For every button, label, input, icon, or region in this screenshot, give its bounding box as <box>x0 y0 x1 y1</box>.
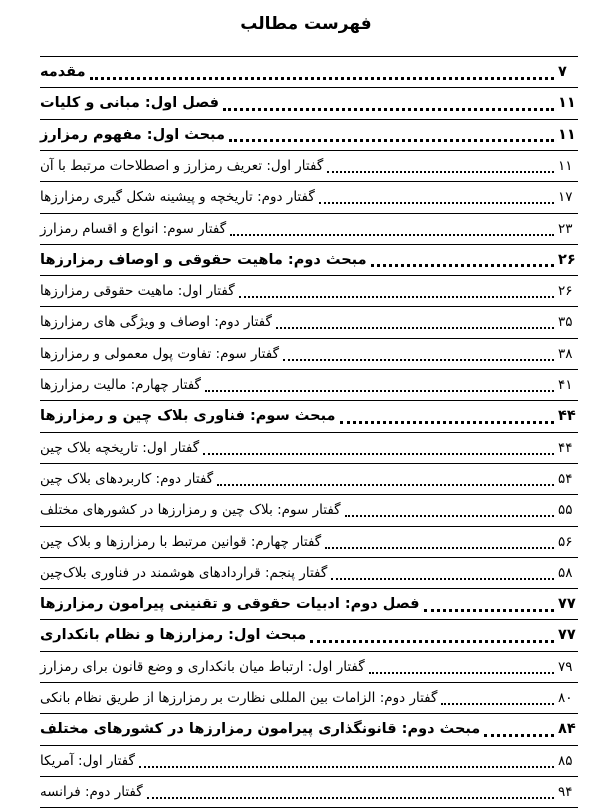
dot-leader <box>319 202 554 204</box>
toc-entry-label: گفتار چهارم: قوانین مرتبط با رمزارزها و بلاک چین <box>40 533 322 550</box>
toc-entry[interactable] <box>40 747 578 775</box>
toc-entry-page-number: ۵۵ <box>558 502 573 519</box>
toc-entry[interactable] <box>40 465 578 493</box>
row-divider <box>40 432 578 433</box>
toc-heading-entry[interactable] <box>40 121 578 149</box>
dot-leader <box>369 672 554 674</box>
row-divider <box>40 588 578 589</box>
toc-entry-page-number: ۸۵ <box>558 752 573 769</box>
toc-entry[interactable] <box>40 152 578 180</box>
toc-entry[interactable] <box>40 684 578 712</box>
toc-entry-page-number: ۵۶ <box>558 533 573 550</box>
row-divider <box>40 713 578 714</box>
dot-leader <box>205 390 554 392</box>
toc-entry-label: گفتار اول: ماهیت حقوقی رمزارزها <box>40 283 235 300</box>
row-divider <box>40 275 578 276</box>
row-divider <box>40 119 578 120</box>
toc-entry-label: مبحث اول: مفهوم رمزارز <box>40 126 225 143</box>
toc-entry[interactable] <box>40 653 578 681</box>
row-divider <box>40 745 578 746</box>
toc-entry[interactable] <box>40 277 578 305</box>
row-divider <box>40 776 578 777</box>
toc-entry-label: گفتار چهارم: مالیت رمزارزها <box>40 377 201 393</box>
row-divider <box>40 150 578 151</box>
row-divider <box>40 619 578 620</box>
toc-entry-label: گفتار دوم: فرانسه <box>40 783 143 800</box>
dot-leader <box>230 234 554 236</box>
toc-entry-label: گفتار اول: آمریکا <box>40 752 135 769</box>
toc-heading-entry[interactable] <box>40 58 578 86</box>
row-divider <box>40 56 578 57</box>
toc-entry-page-number: ۴۴ <box>558 439 573 456</box>
row-divider <box>40 244 578 245</box>
toc-heading-entry[interactable] <box>40 715 578 743</box>
toc-entry-label: گفتار اول: تاریخچه بلاک چین <box>40 439 200 456</box>
toc-entry-label: فصل دوم: ادبیات حقوقی و تقنینی پیرامون رمزارزها <box>40 596 420 613</box>
toc-entry[interactable] <box>40 434 578 462</box>
toc-entry-page-number: ۴۱ <box>558 377 573 393</box>
row-divider <box>40 526 578 527</box>
row-divider <box>40 494 578 495</box>
toc-entry[interactable] <box>40 308 578 336</box>
dot-leader <box>331 578 554 580</box>
toc-entry-label: مبحث سوم: فناوری بلاک چین و رمزارزها <box>40 408 336 425</box>
toc-entry-label: گفتار اول: تعریف رمزارز و اصطلاحات مرتبط با آن <box>40 157 324 174</box>
toc-entry-page-number: ۲۶ <box>558 251 576 268</box>
toc-heading-entry[interactable] <box>40 621 578 649</box>
toc-entry-page-number: ۲۶ <box>558 283 573 300</box>
dot-leader <box>276 327 554 329</box>
toc-entry-label: مقدمه <box>40 64 86 80</box>
dot-leader <box>441 703 554 705</box>
toc-entry-label: مبحث اول: رمزارزها و نظام بانکداری <box>40 627 307 644</box>
dot-leader <box>340 421 554 424</box>
toc-entry-page-number: ۸۰ <box>558 690 573 706</box>
toc-entry-label: مبحث دوم: قانونگذاری پیرامون رمزارزها در کشورهای مختلف <box>40 721 481 738</box>
dot-leader <box>327 171 554 173</box>
dot-leader <box>345 515 554 517</box>
toc-entry[interactable] <box>40 778 578 806</box>
toc-entry-label: گفتار پنجم: قراردادهای هوشمند در فناوری بلاک‌چین <box>40 564 328 581</box>
row-divider <box>40 338 578 339</box>
toc-heading-entry[interactable] <box>40 246 578 274</box>
row-divider <box>40 682 578 683</box>
toc-entry[interactable] <box>40 340 578 368</box>
row-divider <box>40 87 578 88</box>
dot-leader <box>424 609 555 612</box>
toc-heading-entry[interactable] <box>40 402 578 430</box>
dot-leader <box>325 547 554 549</box>
row-divider <box>40 651 578 652</box>
toc-heading-entry[interactable] <box>40 89 578 117</box>
toc-entry-page-number: ۵۴ <box>558 470 573 487</box>
dot-leader <box>223 108 554 111</box>
dot-leader <box>229 139 554 142</box>
toc-entry[interactable] <box>40 371 578 399</box>
toc-entry-label: فصل اول: مبانی و کلیات <box>40 95 220 112</box>
toc-entry-page-number: ۵۸ <box>558 564 573 581</box>
dot-leader <box>239 296 554 298</box>
page-title: فهرست مطالب <box>240 14 372 34</box>
toc-entry-page-number: ۳۸ <box>558 345 573 362</box>
toc-entry[interactable] <box>40 496 578 524</box>
dot-leader <box>310 640 554 643</box>
toc-entry-page-number: ۱۱ <box>558 126 576 143</box>
toc-entry[interactable] <box>40 215 578 243</box>
toc-entry-page-number: ۳۵ <box>558 314 573 331</box>
toc-entry[interactable] <box>40 183 578 211</box>
toc-entry-page-number: ۴۴ <box>558 408 576 425</box>
toc-entry-label: گفتار دوم: اوصاف و ویژگی های رمزارزها <box>40 314 272 331</box>
toc-entry-page-number: ۷۷ <box>558 596 576 613</box>
dot-leader <box>484 734 554 737</box>
toc-entry-page-number: ۱۷ <box>558 189 573 206</box>
dot-leader <box>90 77 554 80</box>
toc-heading-entry[interactable] <box>40 590 578 618</box>
row-divider <box>40 400 578 401</box>
toc-entry-label: گفتار دوم: تاریخچه و پیشینه شکل گیری رمزارزها <box>40 189 315 206</box>
toc-entry-label: گفتار سوم: بلاک چین و رمزارزها در کشورهای مختلف <box>40 502 341 519</box>
row-divider <box>40 213 578 214</box>
dot-leader <box>217 484 554 486</box>
toc-entry-page-number: ۱۱ <box>558 157 573 174</box>
dot-leader <box>203 453 554 455</box>
row-divider <box>40 557 578 558</box>
toc-entry-label: گفتار سوم: تفاوت پول معمولی و رمزارزها <box>40 345 279 362</box>
toc-entry-page-number: ۷۹ <box>558 658 573 675</box>
toc-entry-label: گفتار اول: ارتباط میان بانکداری و وضع قانون برای رمزارز <box>40 658 365 675</box>
row-divider <box>40 181 578 182</box>
toc-entry-label: گفتار دوم: الزامات بین المللی نظارت بر رمزارزها از طریق نظام بانکی <box>40 690 438 706</box>
toc-entry-page-number: ۱۱ <box>558 95 576 112</box>
toc-entry-label: گفتار دوم: کاربردهای بلاک چین <box>40 470 214 487</box>
dot-leader <box>371 264 554 267</box>
dot-leader <box>283 359 554 361</box>
toc-entry[interactable] <box>40 559 578 587</box>
row-divider <box>40 369 578 370</box>
toc-entry-label: مبحث دوم: ماهیت حقوقی و اوصاف رمزارزها <box>40 251 367 268</box>
toc-entry-page-number: ۲۳ <box>558 220 573 237</box>
toc-entry-label: گفتار سوم: انواع و اقسام رمزارز <box>40 220 227 237</box>
row-divider <box>40 306 578 307</box>
dot-leader <box>139 766 554 768</box>
toc-entry-page-number: ۷ <box>558 64 567 80</box>
toc-entry-page-number: ۸۴ <box>558 721 576 738</box>
toc-entry[interactable] <box>40 528 578 556</box>
row-divider <box>40 463 578 464</box>
toc-entry-page-number: ۷۷ <box>558 627 576 644</box>
toc-entry-page-number: ۹۴ <box>558 783 573 800</box>
dot-leader <box>147 797 554 799</box>
